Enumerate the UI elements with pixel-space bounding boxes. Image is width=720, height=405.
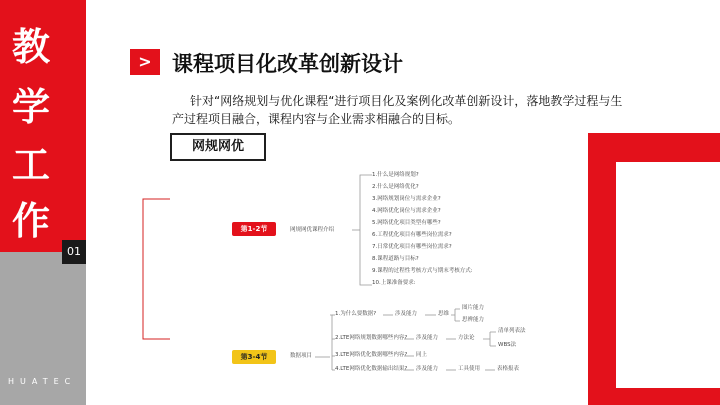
section-2-leaf: 思辨能力 [462,317,485,323]
section-1-label: 网规网优课程介绍 [290,227,335,233]
section-2-leaf: WBS法 [498,342,517,348]
section-1-item: 6.工程优化项目有哪些岗位需求? [372,232,452,238]
sidebar-char-2: 学 [11,85,50,129]
sidebar-char-3: 工 [11,143,50,187]
section-2-label: 数据项目 [290,353,313,359]
section-2-node: 涉及能力 [416,366,439,372]
section-1-item: 5.网络优化项目类型有哪些? [372,220,441,226]
sidebar-char-1: 教 [11,25,50,69]
intro-line-2: 产过程项目融合，课程内容与企业需求相融合的目标。 [172,112,461,126]
section-1-item: 10.上课准备要求: [372,280,416,286]
sidebar-char-4: 作 [11,199,50,243]
mindmap-root-title: 网规网优 [170,133,266,161]
section-2-node: 同上 [416,352,428,358]
section-2-leaf: 图片能力 [462,305,485,311]
section-2-question: 4.LTE网络优化数据输出结果? [335,366,408,372]
page-number: 01 [62,240,86,264]
section-1-item: 3.网络规划岗位与需求企业? [372,196,441,202]
page-title: 课程项目化改革创新设计 [172,52,403,76]
section-2-node: 方法论 [458,335,475,341]
brand-logo-text: HUATEC [8,377,77,386]
title-arrow-icon: > [130,49,160,75]
section-1-item: 1.什么是网络规划? [372,172,419,178]
sidebar-title-panel [0,0,86,252]
intro-line-1: 针对“网络规划与优化课程“进行项目化及案例化改革创新设计，落地教学过程与生 [190,94,623,108]
section-2-chip: 第3-4节 [232,350,276,364]
section-2-question: 3.LTE网络优化数据哪些内容? [335,352,408,358]
mindmap-image [140,132,586,382]
section-1-chip: 第1-2节 [232,222,276,236]
section-1-item: 2.什么是网络优化? [372,184,419,190]
section-1-item: 9.课程的过程性考核方式与期末考核方式: [372,268,473,274]
section-2-question: 1.为什么要数据? [335,311,377,317]
decor-white-inset [616,162,720,388]
section-2-question: 2.LTE网络规划数据哪些内容? [335,335,408,341]
section-1-item: 4.网络优化岗位与需求企业? [372,208,441,214]
section-2-node: 涉及能力 [416,335,439,341]
section-2-node: 思维 [438,311,450,317]
section-2-node: 涉及能力 [395,311,418,317]
section-2-node: 工具使用 [458,366,481,372]
section-2-leaf: 表格报表 [497,366,520,372]
mindmap-lines [140,132,586,382]
section-1-item: 7.日常优化项目有哪些岗位需求? [372,244,452,250]
section-2-leaf: 清单列表法 [498,328,526,334]
section-1-item: 8.课程道路与目标? [372,256,419,262]
